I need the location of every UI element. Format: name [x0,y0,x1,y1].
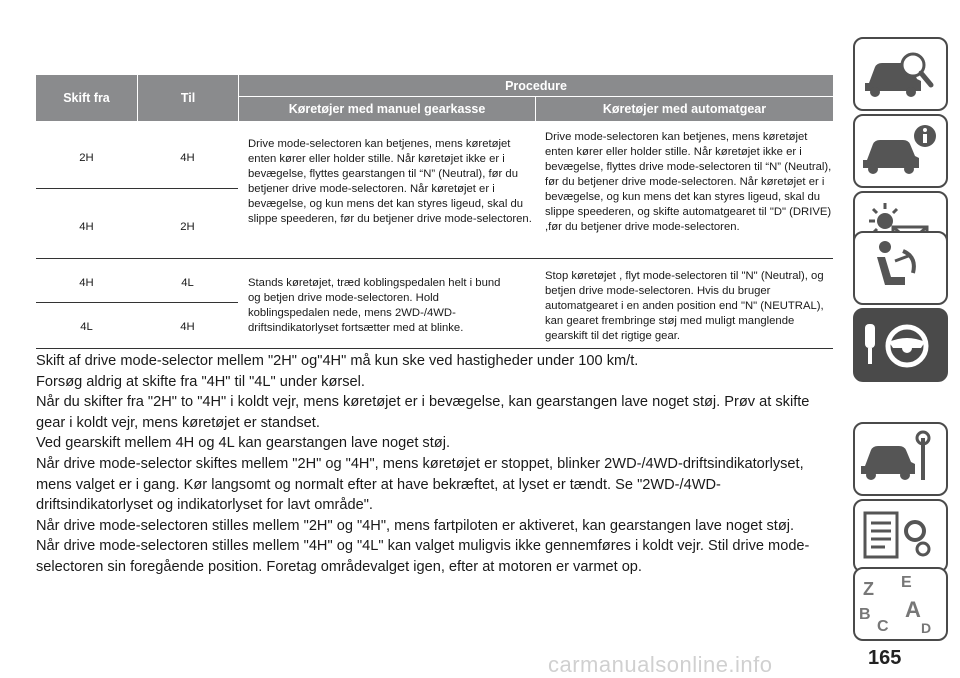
tab-car-search[interactable] [853,37,948,111]
svg-text:E: E [901,574,912,591]
paragraph: Når drive mode-selectoren stilles mellem "2H" og "4H", mens fartpiloten er aktiveret, kan gearstangen lave noget støj. [36,517,795,534]
divider [36,258,833,259]
divider [36,348,833,349]
row-4-from: 4L [80,321,93,333]
svg-text:C: C [877,618,889,635]
row-2-to: 2H [180,221,195,233]
header-procedure: Procedure [239,75,833,96]
paragraph: Ved gearskift mellem 4H og 4L kan gearstangen lave noget støj. [36,435,450,452]
page-number: 165 [868,647,902,669]
maintenance-list-icon [855,501,946,571]
group-2-manual: Stands køretøjet, træd koblingspedalen helt i bund og betjen drive mode-selectoren. Hold koblingspedalen nede, mens 2WD-/4WD-driftsindikatorlyset fortsætter med at blinke. [248,277,501,334]
body-text [36,351,832,578]
tab-seat-airbag[interactable] [853,231,948,305]
tab-maintenance-list[interactable] [853,499,948,573]
paragraph: Skift af drive mode-selector mellem "2H" og"4H" må kun ske ved hastigheder under 100 km/t. [36,353,639,369]
row-4-to: 4H [180,321,195,333]
row-2-from: 4H [79,221,94,233]
paragraph: Når drive mode-selector skiftes mellem "2H" og "4H", mens køretøjet er stoppet, blinker 2WD-/4WD-driftsindikatorlyset, mens valget er i gang. Kør langsomt og normalt efter at have bekræftet, at lyset er tændt. Se "2WD-/4WD-driftsindikatorlyset og indikatorlyset for lavt område". [36,455,804,514]
car-tools-icon [855,424,946,494]
row-1-from: 2H [79,152,94,164]
row-3-to: 4L [181,277,194,289]
tab-car-tools[interactable] [853,422,948,496]
paragraph: Når drive mode-selectoren stilles mellem "4H" og "4L" kan valget muligvis ikke gennemføres i koldt vejr. Stil drive mode-selectoren sin foregående position. Foretag områdevalget igen, efter at motoren er varmet op. [36,538,810,575]
index-letters-icon [855,569,946,639]
tab-car-info[interactable] [853,114,948,188]
svg-text:Z: Z [863,579,874,599]
paragraph: Når du skifter fra "2H" to "4H" i koldt vejr, mens køretøjet er i bevægelse, kan gearstangen lave noget støj. Prøv at skifte gear i koldt vejr, mens køretøjet er standset. [36,394,810,431]
row-3-from: 4H [79,277,94,289]
watermark: carmanualsonline.info [548,652,773,677]
svg-text:B: B [859,606,871,623]
car-info-icon [855,116,946,186]
header-automatic: Køretøjer med automatgear [536,97,833,121]
svg-text:D: D [921,620,932,636]
svg-text:A: A [905,597,921,622]
header-skift-fra: Skift fra [36,75,137,121]
row-1-to: 4H [180,152,195,164]
group-1-manual: Drive mode-selectoren kan betjenes, mens køretøjet enten kører eller holder stille. Når køretøjet ikke er i bevægelse, flyttes gearstangen til “N” (Neutral), før du betjener drive mode-selectoren. Når køretøjet er i bevægelse, og kun mens det kan styres ligeud, skal du slippe speederen, før du betjener drive mode-selectoren. [248,138,532,225]
divider [36,188,238,189]
header-til: Til [138,75,238,121]
group-2-automatic: Stop køretøjet , flyt mode-selectoren til "N" (Neutral), og betjen drive mode-selectoren. Hvis du bruger automatgearet i en anden position end "N" (NEUTRAL), kan gearet frembringe støj med muligt manglende gearskift til det rigtige gear. [545,270,824,342]
header-manual: Køretøjer med manuel gearkasse [239,97,535,121]
key-steering-wheel-icon [855,310,946,380]
group-1-automatic: Drive mode-selectoren kan betjenes, mens køretøjet enten kører eller holder stille. Når køretøjet ikke er i bevægelse, flyttes drive mode-selectoren til “N” (Neutral), før du betjener drive mode-selectoren. Når køretøjet er i bevægelse, og kun mens det kan styres ligeud, skal du slippe speederen, og skifte automatgearet til "D" (DRIVE) ,før du betjener drive mode-selectoren. [545,131,832,233]
seat-airbag-icon [855,233,946,303]
tab-index[interactable] [853,567,948,641]
paragraph: Forsøg aldrig at skifte fra "4H" til "4L" under kørsel. [36,373,365,390]
car-search-icon [855,39,946,109]
divider [36,302,238,303]
tab-key-steering-wheel[interactable] [853,308,948,382]
